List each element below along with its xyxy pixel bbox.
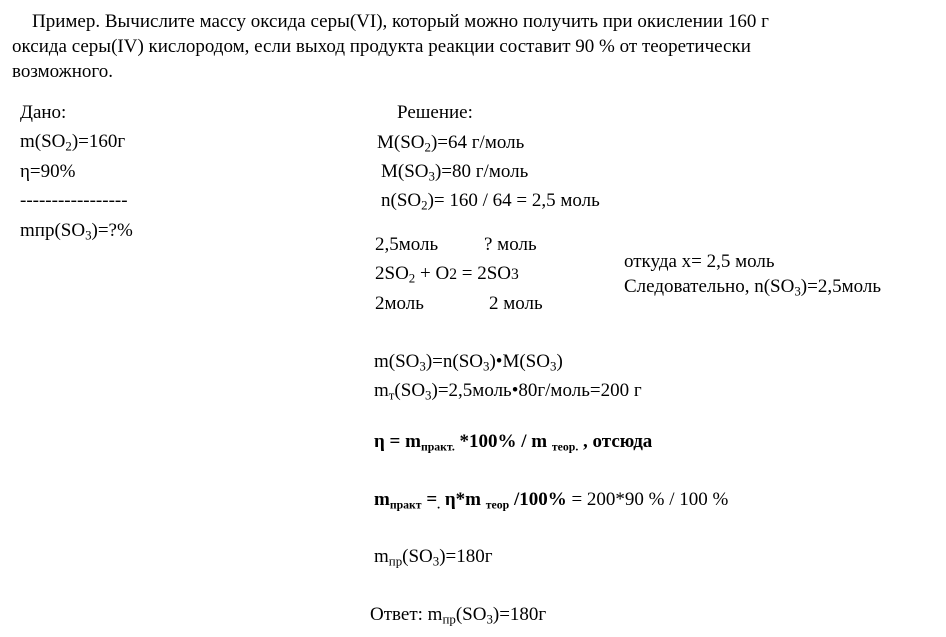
given-mass: $m(SO_2)=160г$ <box>20 131 126 154</box>
given-title: Дано: <box>20 102 67 123</box>
reaction-equation: $2SO_2 + O2 = 2SO3$ <box>375 263 519 286</box>
equation-above-right: ? моль <box>484 234 537 255</box>
therefore-n-so3: Следовательно, $n(SO_3)=2,5моль$ <box>624 276 882 299</box>
molar-mass-so2: $M(SO_2)=64$ г/моль <box>377 132 525 155</box>
given-separator: ----------------- <box>20 190 128 211</box>
given-yield: η=90% <box>20 161 76 182</box>
problem-line-3: возможного. <box>12 61 113 82</box>
yield-formula: $\eta = m_{практ.}$ *100% / m $_{теор.}$ , отсюда <box>374 431 653 454</box>
mass-formula: $m(SO_3)=n(SO_3)•M(SO_3)$ <box>374 351 563 374</box>
practical-mass-formula: $m_{практ} =_.$ η*m $_{теор}$ /100% = 200*90 % / 100 % <box>374 489 729 512</box>
solution-title: Решение: <box>397 102 473 123</box>
equation-above-left: 2,5моль <box>375 234 439 255</box>
amount-so2: $n(SO_2)= 160 / 64 = 2,5$ моль <box>381 190 600 213</box>
answer: Ответ: $m_{пр}(SO_3)=180г$ <box>370 604 547 627</box>
problem-line-1: Пример. Вычислите массу оксида серы(VI), который можно получить при окислении 160 г <box>32 11 769 32</box>
equation-below-right: 2 моль <box>489 293 543 314</box>
hence-x: откуда х= 2,5 моль <box>624 251 775 272</box>
theoretical-mass: $m_т(SO_3)=2,5моль•80г/моль=200$ г <box>374 380 642 403</box>
molar-mass-so3: $M(SO_3)=80$ г/моль <box>381 161 529 184</box>
problem-line-2: оксида серы(IV) кислородом, если выход продукта реакции составит 90 % от теоретически <box>12 36 751 57</box>
equation-below-left: 2моль <box>375 293 424 314</box>
given-find: $mпр(SO_3)=?\%$ <box>20 220 133 243</box>
practical-mass-result: $m_{пр}(SO_3)=180г$ <box>374 546 493 569</box>
